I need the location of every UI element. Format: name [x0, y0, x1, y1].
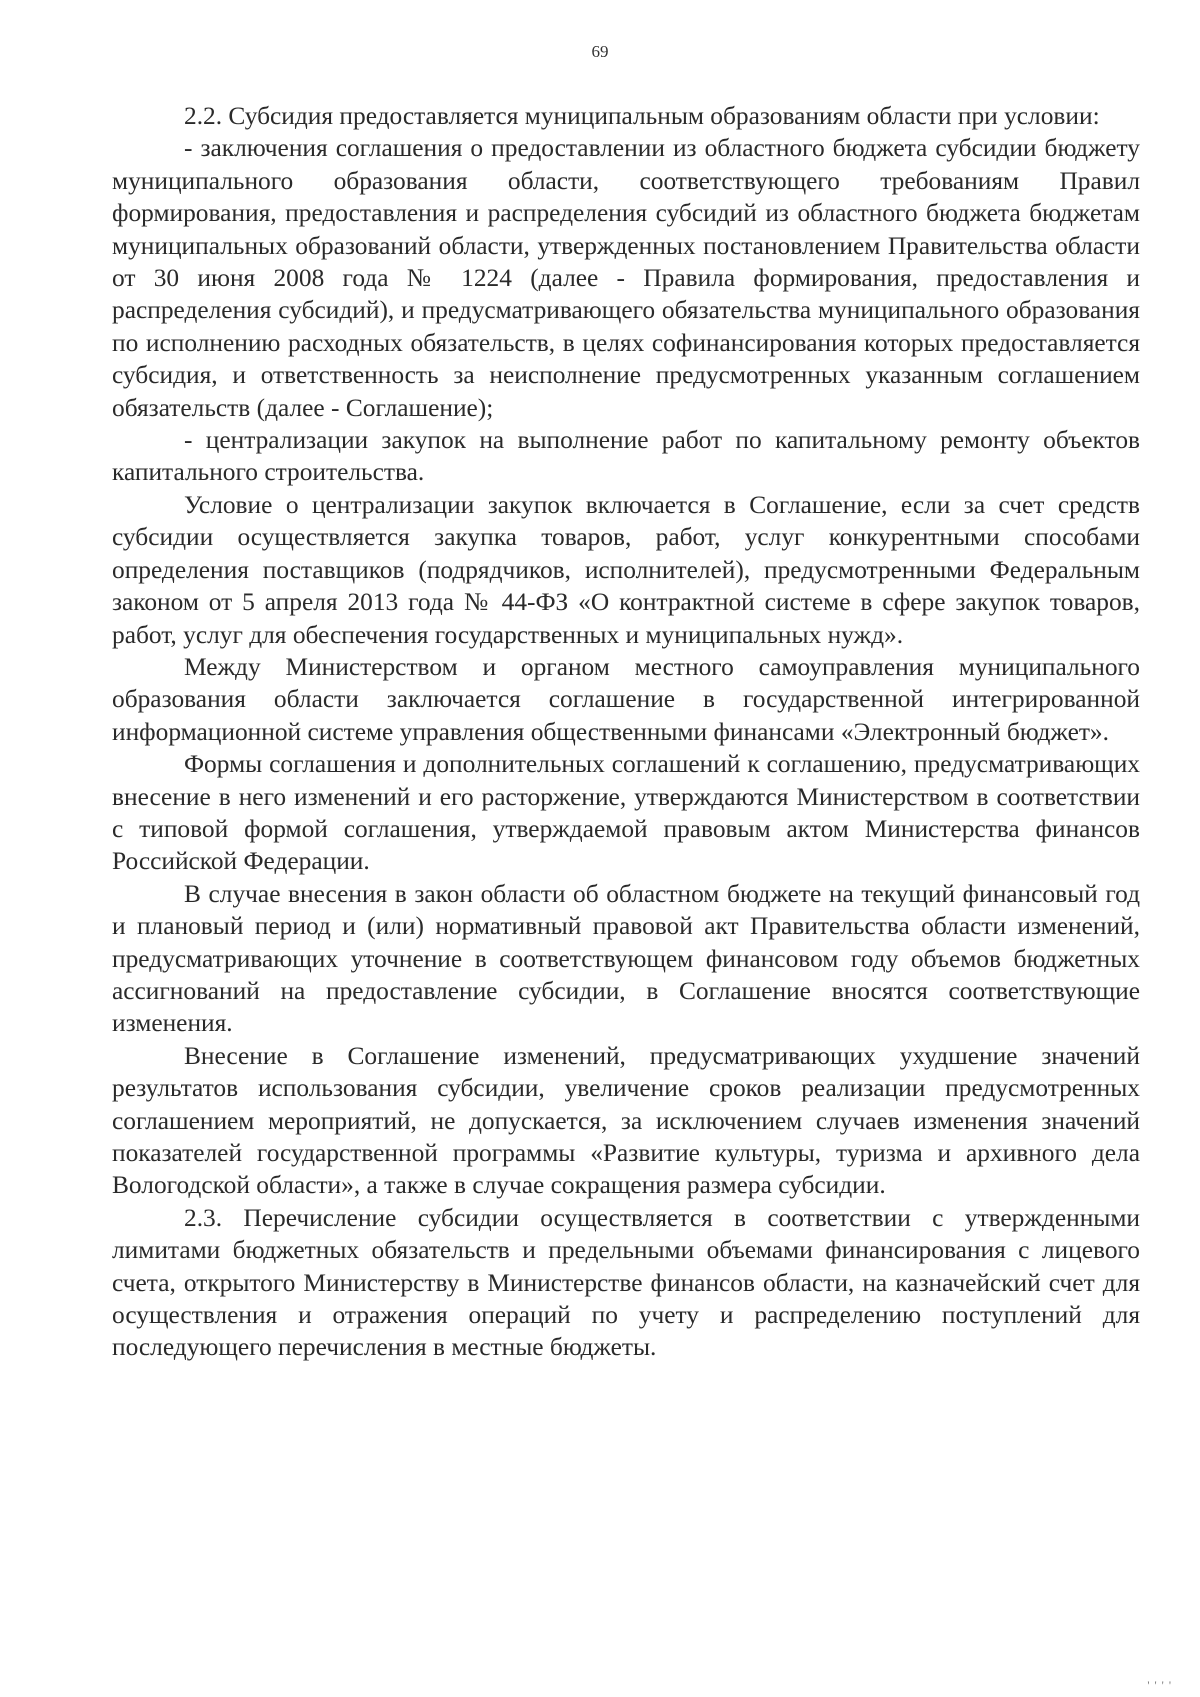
document-body	[112, 100, 1140, 1364]
paragraph-budget-changes: В случае внесения в закон области об областном бюджете на текущий финансовый год и плановый период и (или) нормативный правовой акт Правительства области изменений, предусматривающих уточнение в соответствующем финансовом году объемов бюджетных ассигнований на предоставление субсидии, в Соглашение вносятся соответствующие изменения.	[112, 879, 1140, 1038]
paragraph-agreement-amendments: Внесение в Соглашение изменений, предусматривающих ухудшение значений результатов использования субсидии, увеличение сроков реализации предусмотренных соглашением мероприятий, не допускается, за исключением случаев изменения значений показателей государственной программы «Развитие культуры, туризма и архивного дела Вологодской области», а также в случае сокращения размера субсидии.	[112, 1041, 1140, 1200]
paragraph-2-3: 2.3. Перечисление субсидии осуществляется в соответствии с утвержденными лимитами бюджетных обязательств и предельными объемами финансирования с лицевого счета, открытого Министерству в Министерстве финансов области, на казначейский счет для осуществления и отражения операций по учету и распределению поступлений для последующего перечисления в местные бюджеты.	[112, 1203, 1140, 1362]
scan-edge-mark: ' ' ' '	[1147, 1678, 1172, 1692]
paragraph-procurement-centralization: Условие о централизации закупок включается в Соглашение, если за счет средств субсидии осуществляется закупка товаров, работ, услуг конкурентными способами определения поставщиков (подрядчиков, исполнителей), предусмотренными Федеральным законом от 5 апреля 2013 года № 44-ФЗ «О контрактной системе в сфере закупок товаров, работ, услуг для обеспечения государственных и муниципальных нужд».	[112, 490, 1140, 649]
page-number: 69	[591, 42, 609, 61]
paragraph-agreement-forms: Формы соглашения и дополнительных соглашений к соглашению, предусматривающих внесение в него изменений и его расторжение, утверждаются Министерством в соответствии с типовой формой соглашения, утверждаемой правовым актом Министерства финансов Российской Федерации.	[112, 750, 1140, 876]
paragraph-agreement-condition: - заключения соглашения о предоставлении из областного бюджета субсидии бюджету муниципального образования области, соответствующего требованиям Правил формирования, предоставления и распределения субсидий из областного бюджета бюджетам муниципальных образований области, утвержденных постановлением Правительства области от 30 июня 2008 года № 1224 (далее - Правила формирования, предоставления и распределения субсидий), и предусматривающего обязательства муниципального образования по исполнению расходных обязательств, в целях софинансирования которых предоставляется субсидия, и ответственность за неисполнение предусмотренных указанным соглашением обязательств (далее - Соглашение);	[112, 134, 1140, 422]
paragraph-2-2: 2.2. Субсидия предоставляется муниципальным образованиям области при условии:	[184, 102, 1100, 130]
paragraph-electronic-budget: Между Министерством и органом местного самоуправления муниципального образования области заключается соглашение в государственной интегрированной информационной системе управления общественными финансами «Электронный бюджет».	[112, 652, 1140, 746]
paragraph-centralization-condition: - централизации закупок на выполнение работ по капитальному ремонту объектов капитального строительства.	[112, 426, 1140, 487]
